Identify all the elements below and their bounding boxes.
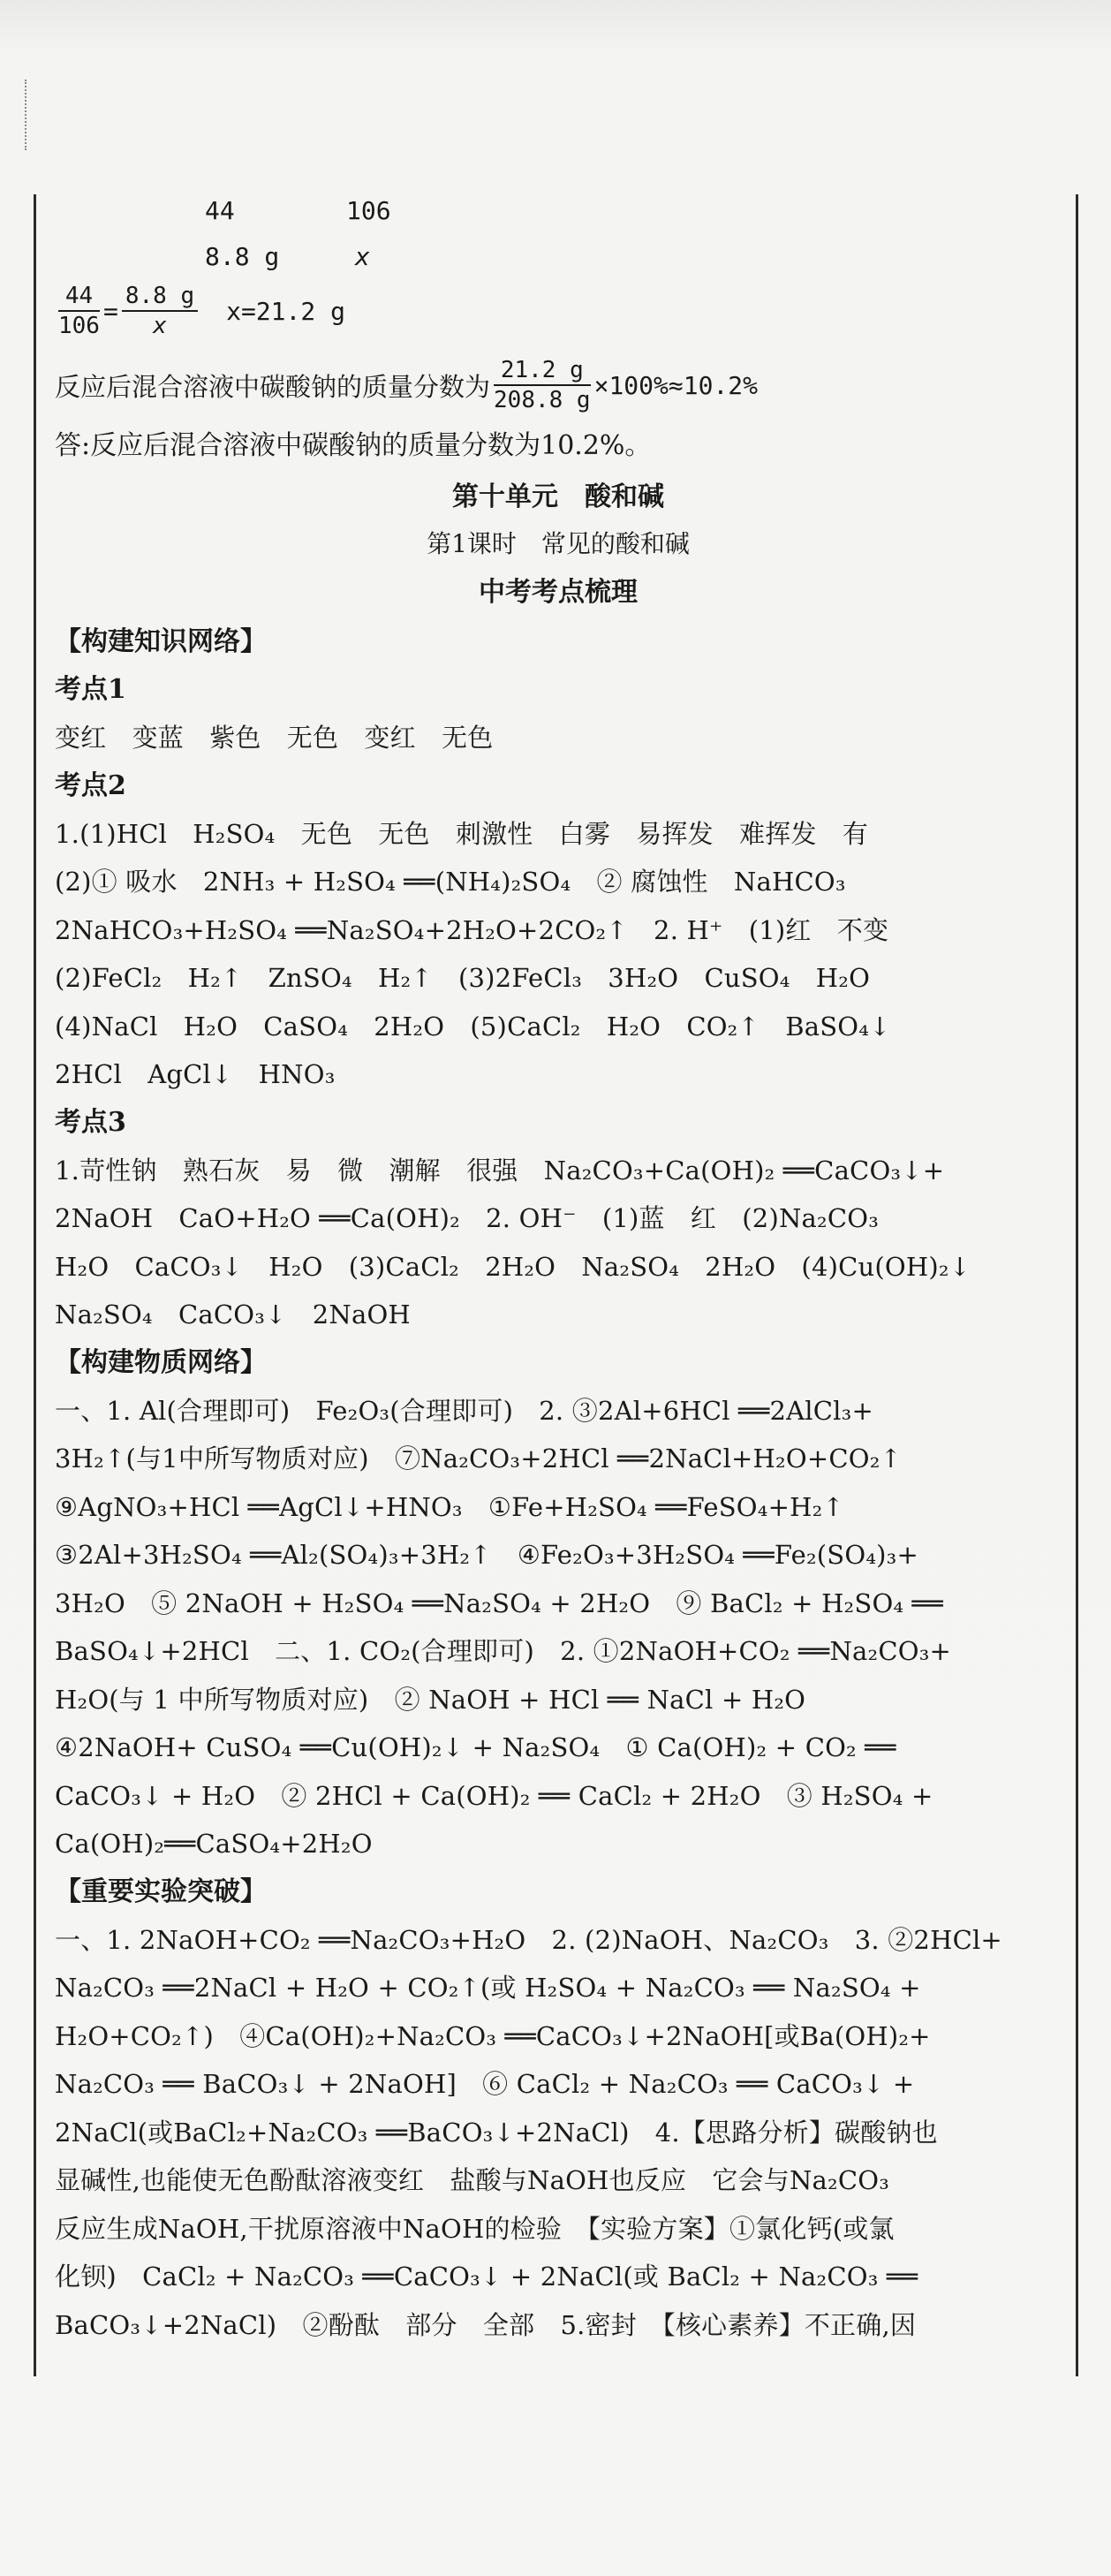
text-line: ⑨AgNO₃+HCl ══AgCl↓+HNO₃ ①Fe+H₂SO₄ ══FeSO₄+H₂↑ <box>55 1491 844 1522</box>
text-line: H₂O CaCO₃↓ H₂O (3)CaCl₂ 2H₂O Na₂SO₄ 2H₂O (4)Cu(OH)₂↓ <box>55 1251 971 1282</box>
text-line: Na₂SO₄ CaCO₃↓ 2NaOH <box>55 1299 411 1330</box>
text-line: 2NaHCO₃+H₂SO₄ ══Na₂SO₄+2H₂O+2CO₂↑ 2. H⁺ (1)红 不变 <box>55 914 889 945</box>
text-line: 3H₂O ⑤ 2NaOH + H₂SO₄ ══Na₂SO₄ + 2H₂O ⑨ BaCl₂ + H₂SO₄ ══ <box>55 1587 943 1618</box>
calc-value: 8.8 g <box>205 242 280 271</box>
text-line: Na₂CO₃ ══2NaCl + H₂O + CO₂↑(或 H₂SO₄ + Na₂CO₃ ══ Na₂SO₄ + <box>55 1973 921 2003</box>
text-line: 反应生成NaOH,干扰原溶液中NaOH的检验 【实验方案】①氯化钙(或氯 <box>55 2213 895 2244</box>
calc-value: 106 <box>346 196 391 225</box>
text-line: ③2Al+3H₂SO₄ ══Al₂(SO₄)₃+3H₂↑ ④Fe₂O₃+3H₂SO₄ ══Fe₂(SO₄)₃+ <box>55 1540 918 1570</box>
point-heading: 考点3 <box>55 1106 126 1138</box>
section-heading: 【构建知识网络】 <box>55 626 267 657</box>
calc-value: 44 <box>205 196 235 225</box>
text-line: (2)① 吸水 2NH₃ + H₂SO₄ ══(NH₄)₂SO₄ ② 腐蚀性 NaHCO₃ <box>55 867 846 897</box>
text-line: 1.(1)HCl H₂SO₄ 无色 无色 刺激性 白雾 易挥发 难挥发 有 <box>55 818 869 849</box>
text-line: ④2NaOH+ CuSO₄ ══Cu(OH)₂↓ + Na₂SO₄ ① Ca(OH)₂ + CO₂ ══ <box>55 1732 896 1762</box>
text-line: (4)NaCl H₂O CaSO₄ 2H₂O (5)CaCl₂ H₂O CO₂↑ BaSO₄↓ <box>55 1011 891 1042</box>
answer-sentence: 答:反应后混合溶液中碳酸钠的质量分数为10.2%。 <box>55 430 652 461</box>
section-heading: 【重要实验突破】 <box>55 1875 267 1907</box>
calc-row-values <box>55 233 1062 279</box>
text-line: H₂O+CO₂↑) ④Ca(OH)₂+Na₂CO₃ ══CaCO₃↓+2NaOH[或Ba(OH)₂+ <box>55 2020 931 2051</box>
text-line: 一、1. 2NaOH+CO₂ ══Na₂CO₃+H₂O 2. (2)NaOH、Na₂CO₃ 3. ②2HCl+ <box>55 1924 1002 1955</box>
calc-result: x=21.2 g <box>226 296 345 326</box>
fraction: $\frac{8.8 g}{x}$ <box>122 282 198 340</box>
fraction: $\frac{21.2 g}{208.8 g}$ <box>494 357 591 413</box>
right-margin-rule <box>1076 194 1078 2376</box>
text-line: 一、1. Al(合理即可) Fe₂O₃(合理即可) 2. ③2Al+6HCl ══2AlCl₃+ <box>55 1395 873 1426</box>
text-line: 显碱性,也能使无色酚酞溶液变红 盐酸与NaOH也反应 它会与Na₂CO₃ <box>55 2165 890 2195</box>
text-line: 2NaOH CaO+H₂O ══Ca(OH)₂ 2. OH⁻ (1)蓝 红 (2)Na₂CO₃ <box>55 1203 880 1233</box>
text-line: 2NaCl(或BaCl₂+Na₂CO₃ ══BaCO₃↓+2NaCl) 4.【思路分析】碳酸钠也 <box>55 2117 938 2148</box>
text-line: 1.苛性钠 熟石灰 易 微 潮解 很强 Na₂CO₃+Ca(OH)₂ ══CaCO₃↓+ <box>55 1155 945 1186</box>
text-line: 3H₂↑(与1中所写物质对应) ⑦Na₂CO₃+2HCl ══2NaCl+H₂O+CO₂↑ <box>55 1443 903 1474</box>
text-line: BaSO₄↓+2HCl 二、1. CO₂(合理即可) 2. ①2NaOH+CO₂ ══Na₂CO₃+ <box>55 1636 952 1666</box>
text-line: BaCO₃↓+2NaCl) ②酚酞 部分 全部 5.密封 【核心素养】不正确,因 <box>55 2309 917 2340</box>
left-margin-rule <box>34 194 36 2376</box>
text-line: Na₂CO₃ ══ BaCO₃↓ + 2NaOH] ⑥ CaCl₂ + Na₂CO₃ ══ CaCO₃↓ + <box>55 2069 915 2099</box>
text-line: (2)FeCl₂ H₂↑ ZnSO₄ H₂↑ (3)2FeCl₃ 3H₂O CuSO₄ H₂O <box>55 963 871 993</box>
review-title: 中考考点梳理 <box>479 577 638 608</box>
answer-content <box>55 187 1062 2349</box>
lesson-title: 第1课时 常见的酸和碱 <box>427 529 690 558</box>
text-line: 2HCl AgCl↓ HNO₃ <box>55 1059 336 1089</box>
mass-fraction-line: 反应后混合溶液中碳酸钠的质量分数为 $\frac{21.2 g}{208.8 g}$ ×100%≈10.2% <box>55 357 759 413</box>
point-heading: 考点1 <box>55 674 126 705</box>
decorative-dots <box>25 80 32 150</box>
point-heading: 考点2 <box>55 769 126 801</box>
section-heading: 【构建物质网络】 <box>55 1346 267 1378</box>
text-line: 变红 变蓝 紫色 无色 变红 无色 <box>55 723 494 753</box>
text-line: 化钡) CaCl₂ + Na₂CO₃ ══CaCO₃↓ + 2NaCl(或 BaCl₂ + Na₂CO₃ ══ <box>55 2262 918 2292</box>
calc-value: x <box>355 242 370 271</box>
proportion-equation: $\frac{44}{106}$ = $\frac{8.8 g}{x}$ x=21.2 g <box>58 283 345 339</box>
text-line: CaCO₃↓ + H₂O ② 2HCl + Ca(OH)₂ ══ CaCl₂ + 2H₂O ③ H₂SO₄ + <box>55 1780 933 1811</box>
text-line: Ca(OH)₂══CaSO₄+2H₂O <box>55 1829 373 1859</box>
fraction: $\frac{44}{106}$ <box>58 283 100 339</box>
unit-title: 第十单元 酸和碱 <box>452 481 664 512</box>
calc-row-ratio <box>55 187 1062 233</box>
text-line: H₂O(与 1 中所写物质对应) ② NaOH + HCl ══ NaCl + H₂O <box>55 1684 806 1715</box>
